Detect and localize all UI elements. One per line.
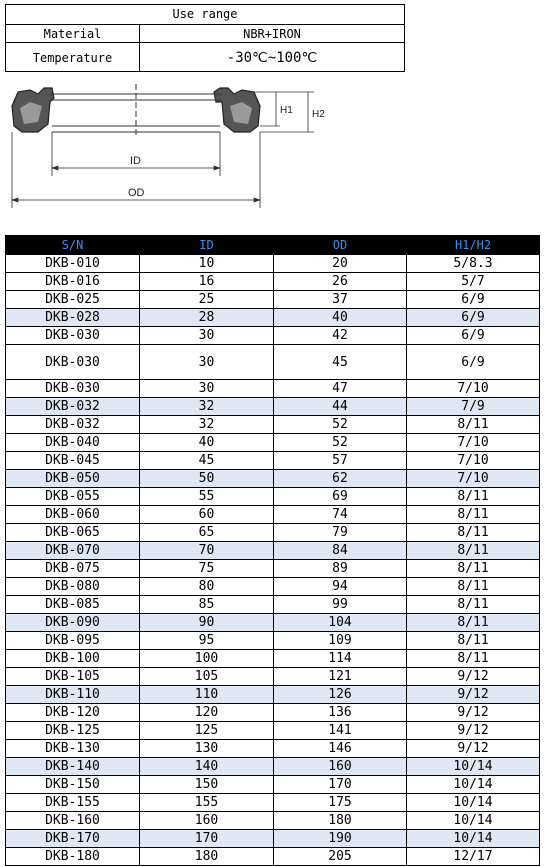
cell-od: 84	[274, 542, 407, 560]
cell-h1-h2: 6/9	[407, 327, 540, 345]
cell-id: 28	[140, 309, 274, 327]
cell-od: 146	[274, 740, 407, 758]
cell-od: 69	[274, 488, 407, 506]
cell-h1-h2: 8/11	[407, 488, 540, 506]
cell-h1-h2: 8/11	[407, 524, 540, 542]
cell-h1-h2: 6/9	[407, 309, 540, 327]
cell-sn: DKB-050	[6, 470, 140, 488]
cell-od: 99	[274, 596, 407, 614]
cell-id: 80	[140, 578, 274, 596]
cell-od: 190	[274, 830, 407, 848]
cell-sn: DKB-170	[6, 830, 140, 848]
cell-id: 60	[140, 506, 274, 524]
cell-id: 16	[140, 273, 274, 291]
cell-h1-h2: 5/8.3	[407, 255, 540, 273]
cell-sn: DKB-090	[6, 614, 140, 632]
table-row	[6, 830, 540, 848]
cell-od: 45	[274, 345, 407, 380]
table-row	[6, 327, 540, 345]
cell-od: 141	[274, 722, 407, 740]
cell-sn: DKB-080	[6, 578, 140, 596]
cell-od: 40	[274, 309, 407, 327]
cell-id: 30	[140, 327, 274, 345]
dimension-table	[5, 235, 540, 866]
table-row	[6, 812, 540, 830]
cell-od: 114	[274, 650, 407, 668]
cell-od: 57	[274, 452, 407, 470]
cell-id: 105	[140, 668, 274, 686]
cell-sn: DKB-120	[6, 704, 140, 722]
cell-h1-h2: 8/11	[407, 596, 540, 614]
h2-label: H2	[312, 109, 325, 120]
seal-cross-section-drawing	[8, 80, 348, 220]
header-id: ID	[140, 236, 274, 255]
cell-sn: DKB-016	[6, 273, 140, 291]
od-label: OD	[128, 187, 145, 199]
cell-od: 52	[274, 416, 407, 434]
cell-sn: DKB-070	[6, 542, 140, 560]
table-row	[6, 416, 540, 434]
h1-label: H1	[280, 105, 293, 116]
material-value: NBR+IRON	[243, 26, 301, 41]
cell-sn: DKB-110	[6, 686, 140, 704]
cell-h1-h2: 9/12	[407, 704, 540, 722]
cell-sn: DKB-055	[6, 488, 140, 506]
cell-id: 180	[140, 848, 274, 866]
cell-id: 120	[140, 704, 274, 722]
table-row	[6, 758, 540, 776]
cell-sn: DKB-095	[6, 632, 140, 650]
cell-id: 30	[140, 345, 274, 380]
cell-sn: DKB-040	[6, 434, 140, 452]
temperature-row	[6, 43, 404, 72]
cell-od: 104	[274, 614, 407, 632]
cell-od: 37	[274, 291, 407, 309]
cell-od: 175	[274, 794, 407, 812]
cell-sn: DKB-032	[6, 398, 140, 416]
cell-h1-h2: 9/12	[407, 740, 540, 758]
cell-od: 62	[274, 470, 407, 488]
cell-od: 47	[274, 380, 407, 398]
cell-sn: DKB-028	[6, 309, 140, 327]
cell-h1-h2: 7/9	[407, 398, 540, 416]
cell-id: 70	[140, 542, 274, 560]
cell-od: 44	[274, 398, 407, 416]
cell-h1-h2: 10/14	[407, 812, 540, 830]
cell-h1-h2: 8/11	[407, 416, 540, 434]
table-row	[6, 380, 540, 398]
cell-od: 109	[274, 632, 407, 650]
cell-sn: DKB-125	[6, 722, 140, 740]
table-row	[6, 668, 540, 686]
id-label: ID	[130, 155, 141, 167]
table-row	[6, 291, 540, 309]
cell-h1-h2: 8/11	[407, 632, 540, 650]
cell-h1-h2: 7/10	[407, 470, 540, 488]
cell-id: 170	[140, 830, 274, 848]
table-row	[6, 488, 540, 506]
cell-h1-h2: 8/11	[407, 614, 540, 632]
cell-id: 130	[140, 740, 274, 758]
cell-sn: DKB-010	[6, 255, 140, 273]
cell-h1-h2: 10/14	[407, 776, 540, 794]
cell-od: 121	[274, 668, 407, 686]
cell-sn: DKB-180	[6, 848, 140, 866]
cell-h1-h2: 8/11	[407, 650, 540, 668]
header-h1-h2: H1/H2	[407, 236, 540, 255]
cell-h1-h2: 10/14	[407, 794, 540, 812]
cell-sn: DKB-150	[6, 776, 140, 794]
cell-h1-h2: 7/10	[407, 452, 540, 470]
table-row	[6, 309, 540, 327]
table-row	[6, 632, 540, 650]
cell-id: 125	[140, 722, 274, 740]
table-row	[6, 452, 540, 470]
table-row	[6, 722, 540, 740]
cell-h1-h2: 8/11	[407, 506, 540, 524]
cell-od: 160	[274, 758, 407, 776]
cell-od: 26	[274, 273, 407, 291]
table-row	[6, 255, 540, 273]
cell-id: 100	[140, 650, 274, 668]
cell-id: 110	[140, 686, 274, 704]
table-row	[6, 273, 540, 291]
cell-h1-h2: 8/11	[407, 542, 540, 560]
table-row	[6, 398, 540, 416]
cell-id: 55	[140, 488, 274, 506]
cell-h1-h2: 10/14	[407, 830, 540, 848]
cell-h1-h2: 9/12	[407, 668, 540, 686]
cell-od: 94	[274, 578, 407, 596]
cell-sn: DKB-032	[6, 416, 140, 434]
cell-sn: DKB-060	[6, 506, 140, 524]
cell-od: 79	[274, 524, 407, 542]
cell-h1-h2: 12/17	[407, 848, 540, 866]
cell-id: 95	[140, 632, 274, 650]
material-row	[6, 25, 404, 43]
cell-id: 32	[140, 416, 274, 434]
table-row	[6, 434, 540, 452]
cell-od: 74	[274, 506, 407, 524]
table-row	[6, 470, 540, 488]
table-row	[6, 596, 540, 614]
cell-h1-h2: 9/12	[407, 686, 540, 704]
table-row	[6, 560, 540, 578]
cell-sn: DKB-065	[6, 524, 140, 542]
table-row	[6, 578, 540, 596]
cell-id: 90	[140, 614, 274, 632]
cell-od: 205	[274, 848, 407, 866]
id-dimension	[52, 132, 220, 176]
cell-id: 32	[140, 398, 274, 416]
table-row	[6, 740, 540, 758]
cell-h1-h2: 9/12	[407, 722, 540, 740]
cell-od: 20	[274, 255, 407, 273]
seal-outline	[50, 84, 222, 136]
cell-sn: DKB-105	[6, 668, 140, 686]
cell-sn: DKB-075	[6, 560, 140, 578]
cell-sn: DKB-030	[6, 380, 140, 398]
cell-id: 75	[140, 560, 274, 578]
cell-od: 42	[274, 327, 407, 345]
cell-sn: DKB-030	[6, 345, 140, 380]
table-row	[6, 776, 540, 794]
table-row	[6, 542, 540, 560]
cell-id: 85	[140, 596, 274, 614]
cell-id: 65	[140, 524, 274, 542]
cell-od: 52	[274, 434, 407, 452]
cell-id: 10	[140, 255, 274, 273]
cell-sn: DKB-025	[6, 291, 140, 309]
cell-od: 180	[274, 812, 407, 830]
table-row	[6, 794, 540, 812]
cell-h1-h2: 6/9	[407, 345, 540, 380]
table-row	[6, 704, 540, 722]
cell-od: 126	[274, 686, 407, 704]
cell-id: 155	[140, 794, 274, 812]
table-row	[6, 345, 540, 380]
cell-od: 89	[274, 560, 407, 578]
cell-h1-h2: 8/11	[407, 578, 540, 596]
cell-id: 140	[140, 758, 274, 776]
cell-h1-h2: 8/11	[407, 560, 540, 578]
table-row	[6, 524, 540, 542]
cell-id: 45	[140, 452, 274, 470]
cell-id: 25	[140, 291, 274, 309]
cell-h1-h2: 5/7	[407, 273, 540, 291]
cell-sn: DKB-130	[6, 740, 140, 758]
cell-h1-h2: 6/9	[407, 291, 540, 309]
table-header-row	[6, 236, 540, 255]
cell-sn: DKB-045	[6, 452, 140, 470]
table-row	[6, 650, 540, 668]
cell-sn: DKB-100	[6, 650, 140, 668]
use-range-title: Use range	[6, 5, 404, 25]
cell-id: 160	[140, 812, 274, 830]
cell-od: 136	[274, 704, 407, 722]
header-od: OD	[274, 236, 407, 255]
cell-h1-h2: 10/14	[407, 758, 540, 776]
cell-od: 170	[274, 776, 407, 794]
temperature-label: Temperature	[6, 43, 140, 72]
cell-id: 40	[140, 434, 274, 452]
material-label: Material	[6, 25, 140, 42]
table-row	[6, 614, 540, 632]
table-row	[6, 506, 540, 524]
cell-h1-h2: 7/10	[407, 380, 540, 398]
use-range-table	[5, 4, 405, 72]
cell-h1-h2: 7/10	[407, 434, 540, 452]
cell-sn: DKB-085	[6, 596, 140, 614]
cell-id: 30	[140, 380, 274, 398]
cell-id: 50	[140, 470, 274, 488]
table-row	[6, 848, 540, 866]
cell-id: 150	[140, 776, 274, 794]
table-row	[6, 686, 540, 704]
cell-sn: DKB-140	[6, 758, 140, 776]
cell-sn: DKB-155	[6, 794, 140, 812]
cell-sn: DKB-160	[6, 812, 140, 830]
header-sn: S/N	[6, 236, 140, 255]
cell-sn: DKB-030	[6, 327, 140, 345]
temperature-value: -30℃~100℃	[226, 49, 318, 66]
